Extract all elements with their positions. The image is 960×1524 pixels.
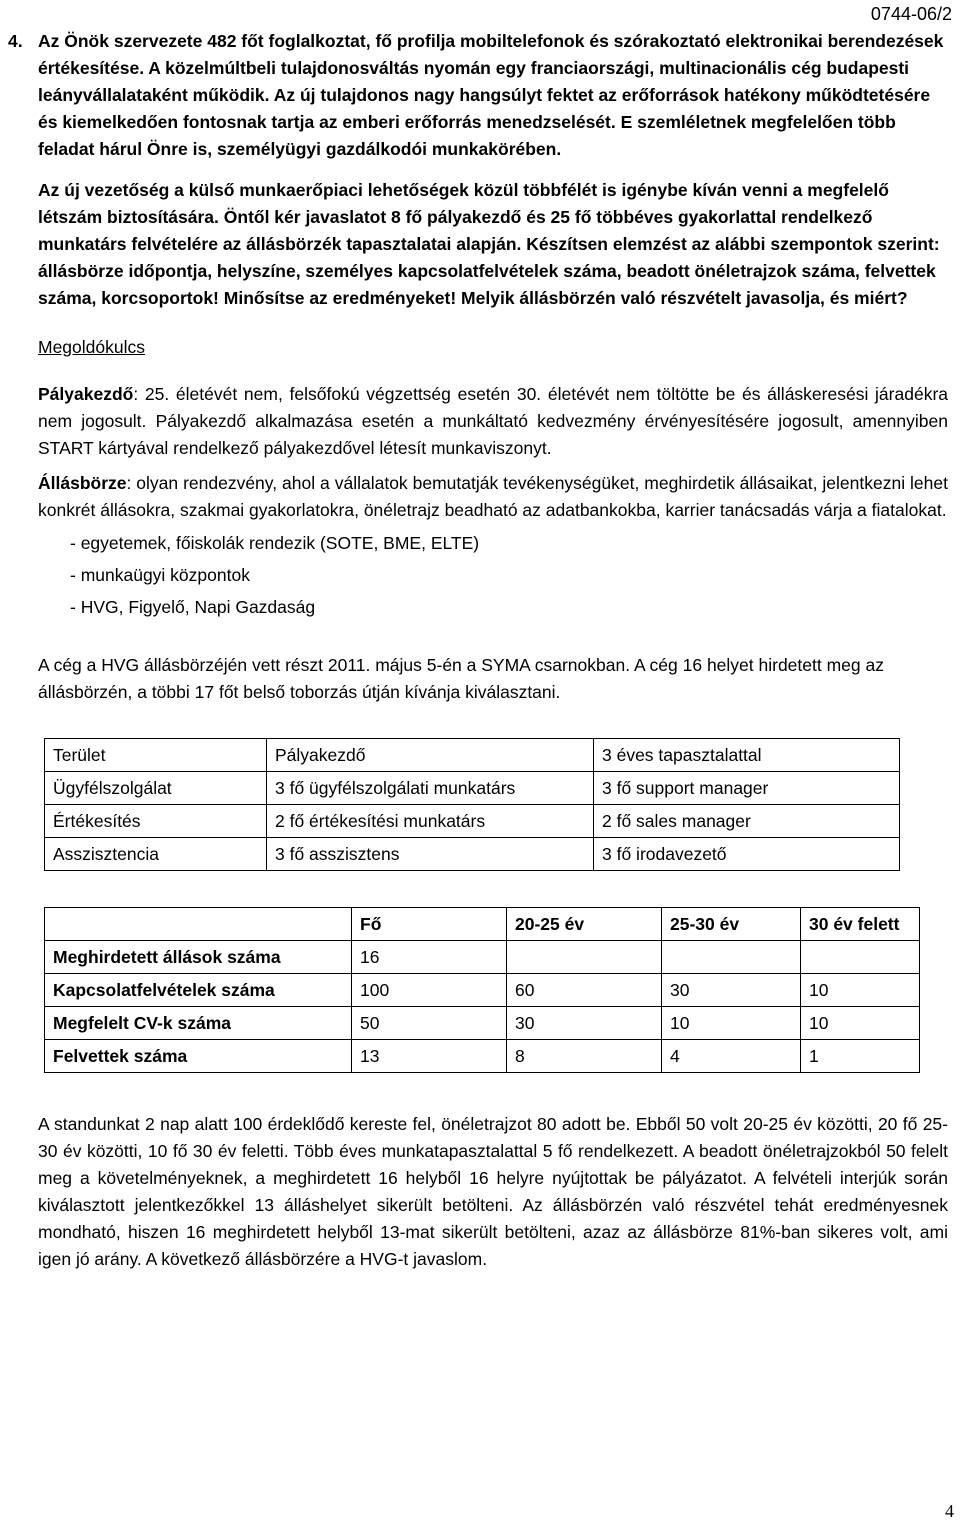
task-number: 4. bbox=[8, 31, 23, 51]
table-row bbox=[45, 1007, 920, 1040]
table-cell: 10 bbox=[662, 1007, 801, 1040]
definition-term: Állásbörze bbox=[38, 473, 127, 493]
task-intro: Az Önök szervezete 482 főt foglalkoztat, fő profilja mobiltelefonok és szórakoztató elektronikai berendezések értékesítése. A közelmúltbeli tulajdonosváltás nyomán egy franciaországi, multinacionális cég budapesti leányvállalataként működik. Az új tulajdonos nagy hangsúlyt fektet az erőforrások hatékony működtetésére és kiemelkedően fontosnak tartja az emberi erőforrás menedzselését. E szemléletnek megfelelően több feladat hárul Önre is, személyügyi gazdálkodói munkakörében. bbox=[38, 31, 944, 159]
table-cell: 100 bbox=[352, 974, 507, 1007]
conclusion-paragraph: A standunkat 2 nap alatt 100 érdeklődő kereste fel, önéletrajzot 80 adott be. Ebből 50 volt 20-25 év közötti, 20 fő 25-30 év közötti, 10 fő 30 év feletti. Több éves munkatapasztalattal 5 fő rendelkezett. A beadott önéletrajzokból 50 felelt meg a követelményeknek, a meghirdetett 16 helyből 16 helyre nyújtottak be pályázatot. A felvételi interjúk során kiválasztott jelentkezőkkel 13 álláshelyet sikerült betölteni. Az állásbörzén való részvétel tehát eredményesnek mondható, hiszen 16 meghirdetett helyből 13-mat sikerült betölteni, azaz az állásbörze 81%-ban sikeres volt, ami igen jó arány. A következő állásbörzére a HVG-t javaslom. bbox=[38, 1114, 948, 1269]
table-cell: 50 bbox=[352, 1007, 507, 1040]
table-cell: 2 fő sales manager bbox=[594, 805, 900, 838]
table-cell: 4 bbox=[662, 1040, 801, 1073]
table-cell: Meghirdetett állások száma bbox=[45, 941, 352, 974]
table-cell: 13 bbox=[352, 1040, 507, 1073]
table-cell: 10 bbox=[801, 1007, 920, 1040]
definition-career-starter bbox=[38, 381, 948, 462]
table-cell: 3 fő irodavezető bbox=[594, 838, 900, 871]
table-cell: 3 fő ügyfélszolgálati munkatárs bbox=[267, 772, 594, 805]
table-cell: 30 bbox=[507, 1007, 662, 1040]
table-cell bbox=[662, 941, 801, 974]
document-code: 0744-06/2 bbox=[870, 4, 952, 24]
table-row bbox=[45, 941, 920, 974]
table-row bbox=[45, 974, 920, 1007]
list-item: - munkaügyi központok bbox=[70, 565, 250, 585]
table-cell: 30 bbox=[662, 974, 801, 1007]
table-cell: Fő bbox=[352, 908, 507, 941]
positions-table bbox=[44, 738, 900, 871]
table-cell: 1 bbox=[801, 1040, 920, 1073]
table-cell: Ügyfélszolgálat bbox=[45, 772, 267, 805]
task-section bbox=[8, 28, 948, 1273]
solution-key-heading: Megoldókulcs bbox=[38, 337, 145, 357]
table-header-row bbox=[45, 908, 920, 941]
table-header-row bbox=[45, 739, 900, 772]
list-item: - HVG, Figyelő, Napi Gazdaság bbox=[70, 597, 316, 617]
definition-job-fair bbox=[38, 470, 948, 524]
table-cell: 2 fő értékesítési munkatárs bbox=[267, 805, 594, 838]
table-cell: Kapcsolatfelvételek száma bbox=[45, 974, 352, 1007]
table-cell: 60 bbox=[507, 974, 662, 1007]
table-cell: 3 éves tapasztalattal bbox=[594, 739, 900, 772]
table-row bbox=[45, 805, 900, 838]
table-cell: Asszisztencia bbox=[45, 838, 267, 871]
table-cell bbox=[507, 941, 662, 974]
table-cell: 16 bbox=[352, 941, 507, 974]
job-fair-results-table bbox=[44, 907, 920, 1073]
table-cell bbox=[45, 908, 352, 941]
table-cell: 20-25 év bbox=[507, 908, 662, 941]
definition-term: Pályakezdő bbox=[38, 384, 134, 404]
table-cell: Megfelelt CV-k száma bbox=[45, 1007, 352, 1040]
task-question: Az új vezetőség a külső munkaerőpiaci lehetőségek közül többfélét is igénybe kíván venni a megfelelő létszám biztosítására. Öntől kér javaslatot 8 fő pályakezdő és 25 fő többéves gyakorlattal rendelkező munkatárs felvételére az állásbörzék tapasztalatai alapján. Készítsen elemzést az alábbi szempontok szerint: állásbörze időpontja, helyszíne, személyes kapcsolatfelvételek száma, beadott önéletrajzok száma, felvettek száma, korcsoportok! Minősítse az eredményeket! Melyik állásbörzén való részvételt javasolja, és miért? bbox=[38, 180, 940, 308]
table-row bbox=[45, 1040, 920, 1073]
definition-text: : olyan rendezvény, ahol a vállalatok bemutatják tevékenységüket, meghirdetik állásaikat, jelentkezni lehet konkrét állásokra, szakmai gyakorlatokra, önéletrajz beadható az adatbankokba, karrier tanácsadás várja a fiatalokat. bbox=[38, 473, 948, 520]
definition-text: : 25. életévét nem, felsőfokú végzettség esetén 30. életévét nem töltötte be és álláskeresési járadékra nem jogosult. Pályakezdő alkalmazása esetén a munkáltató kedvezmény érvényesítésére jogosult, amennyiben START kártyával rendelkező pályakezdővel létesít munkaviszonyt. bbox=[38, 384, 948, 458]
table-cell: 3 fő asszisztens bbox=[267, 838, 594, 871]
organizer-list bbox=[70, 530, 948, 621]
table-row bbox=[45, 838, 900, 871]
page-number: 4 bbox=[945, 1501, 954, 1521]
table-cell: Terület bbox=[45, 739, 267, 772]
table-cell: 8 bbox=[507, 1040, 662, 1073]
table-cell: Felvettek száma bbox=[45, 1040, 352, 1073]
table-cell: Értékesítés bbox=[45, 805, 267, 838]
table-cell: 3 fő support manager bbox=[594, 772, 900, 805]
table-cell: Pályakezdő bbox=[267, 739, 594, 772]
table-row bbox=[45, 772, 900, 805]
list-item: - egyetemek, főiskolák rendezik (SOTE, BME, ELTE) bbox=[70, 533, 480, 553]
table-cell: 30 év felett bbox=[801, 908, 920, 941]
table-cell bbox=[801, 941, 920, 974]
table-cell: 25-30 év bbox=[662, 908, 801, 941]
summary-paragraph: A cég a HVG állásbörzéjén vett részt 2011. május 5-én a SYMA csarnokban. A cég 16 helyet hirdetett meg az állásbörzén, a többi 17 főt belső toborzás útján kívánja kiválasztani. bbox=[38, 655, 884, 702]
table-cell: 10 bbox=[801, 974, 920, 1007]
